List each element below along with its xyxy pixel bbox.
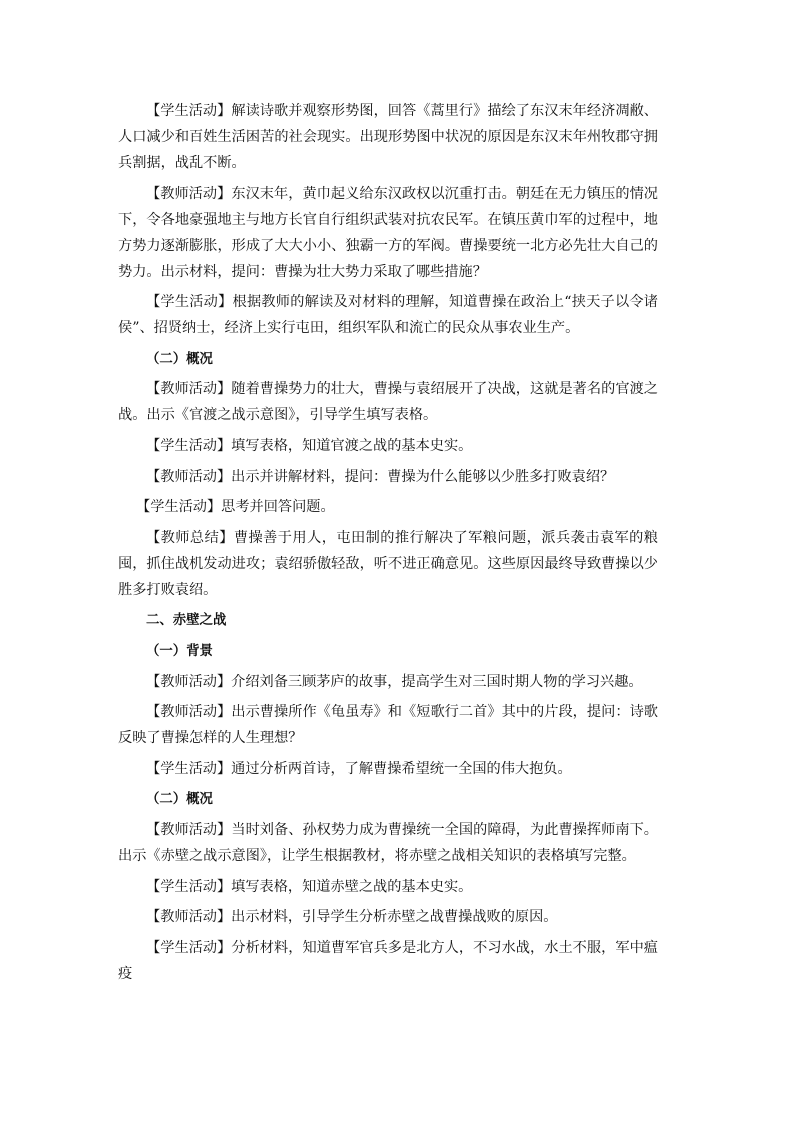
paragraph <box>118 904 658 930</box>
activity-tag: 【教师活动】 <box>146 909 232 926</box>
activity-tag: 【学生活动】 <box>146 294 233 311</box>
activity-tag: 【教师活动】 <box>146 673 232 690</box>
paragraph <box>118 817 658 869</box>
paragraph <box>118 669 658 695</box>
document-body <box>118 98 658 991</box>
activity-tag: 【教师活动】 <box>146 381 232 398</box>
paragraph-text: 出示材料，引导学生分析赤壁之战曹操战败的原因。 <box>231 909 558 926</box>
paragraph-text: 通过分析两首诗，了解曹操希望统一全国的伟大抱负。 <box>231 760 572 777</box>
paragraph-text: 填写表格，知道赤壁之战的基本史实。 <box>231 878 473 895</box>
paragraph-text: 出示并讲解材料，提问：曹操为什么能够以少胜多打败袁绍？ <box>231 468 615 485</box>
paragraph-text: 思考并回答问题。 <box>221 499 335 516</box>
paragraph <box>118 181 658 285</box>
paragraph <box>118 98 658 176</box>
activity-tag: 【教师活动】 <box>146 185 232 202</box>
section-heading: （二）概况 <box>146 350 213 367</box>
paragraph-text: 分析材料，知道曹军官兵多是北方人，不习水战，水土不服，军中瘟疫 <box>118 939 658 982</box>
paragraph <box>118 289 658 341</box>
paragraph <box>118 756 658 782</box>
paragraph-text: 曹操善于用人，屯田制的推行解决了军粮问题，派兵袭击袁军的粮囤，抓住战机发动进攻；袁绍骄傲轻敌，听不进正确意见。这些原因最终导致曹操以少胜多打败袁绍。 <box>118 529 658 598</box>
paragraph <box>118 525 658 603</box>
activity-tag: 【学生活动】 <box>146 939 232 956</box>
subsection-heading: （二）概况 <box>146 791 213 808</box>
paragraph <box>118 874 658 900</box>
paragraph <box>118 376 658 428</box>
activity-tag: 【学生活动】 <box>146 103 232 119</box>
activity-tag: 【学生活动】 <box>146 878 232 895</box>
activity-tag: 【学生活动】 <box>146 437 232 454</box>
paragraph <box>118 433 658 459</box>
activity-tag: 【教师活动】 <box>146 704 232 721</box>
paragraph <box>118 935 658 987</box>
paragraph <box>118 494 658 520</box>
activity-tag: 【教师总结】 <box>146 529 234 546</box>
paragraph <box>118 699 658 751</box>
paragraph <box>118 464 658 490</box>
activity-tag: 【学生活动】 <box>146 760 232 777</box>
activity-tag: 【教师活动】 <box>146 468 232 485</box>
activity-tag: 【学生活动】 <box>136 499 222 516</box>
paragraph-text: 填写表格，知道官渡之战的基本史实。 <box>231 437 473 454</box>
paragraph-text: 当时刘备、孙权势力成为曹操统一全国的障碍，为此曹操挥师南下。出示《赤壁之战示意图》，让学生根据教材，将赤壁之战相关知识的表格填写完整。 <box>118 821 658 864</box>
paragraph-text: 根据教师的解读及对材料的理解，知道曹操在政治上“挟天子以令诸侯”、招贤纳士，经济上实行屯田，组织军队和流亡的民众从事农业生产。 <box>118 294 658 337</box>
paragraph-text: 出示曹操所作《龟虽寿》和《短歌行二首》其中的片段，提问：诗歌反映了曹操怎样的人生理想？ <box>118 704 658 747</box>
paragraph-text: 解读诗歌并观察形势图，回答《蒿里行》描绘了东汉末年经济凋敝、人口减少和百姓生活困苦的社会现实。出现形势图中状况的原因是东汉末年州牧郡守拥兵割据，战乱不断。 <box>118 103 658 171</box>
paragraph-text: 随着曹操势力的壮大，曹操与袁绍展开了决战，这就是著名的官渡之战。出示《官渡之战示意图》，引导学生填写表格。 <box>118 381 658 424</box>
paragraph-text: 介绍刘备三顾茅庐的故事，提高学生对三国时期人物的学习兴趣。 <box>231 673 643 690</box>
paragraph-text: 东汉末年，黄巾起义给东汉政权以沉重打击。朝廷在无力镇压的情况下，令各地豪强地主与地方长官自行组织武装对抗农民军。在镇压黄巾军的过程中，地方势力逐渐膨胀，形成了大大小小、独霸一方的军阀。曹操要统一北方必先壮大自己的势力。出示材料，提问：曹操为壮大势力采取了哪些措施？ <box>118 185 658 280</box>
section-heading: 二、赤壁之战 <box>146 612 227 629</box>
subsection-heading: （一）背景 <box>146 642 213 659</box>
activity-tag: 【教师活动】 <box>146 821 232 838</box>
